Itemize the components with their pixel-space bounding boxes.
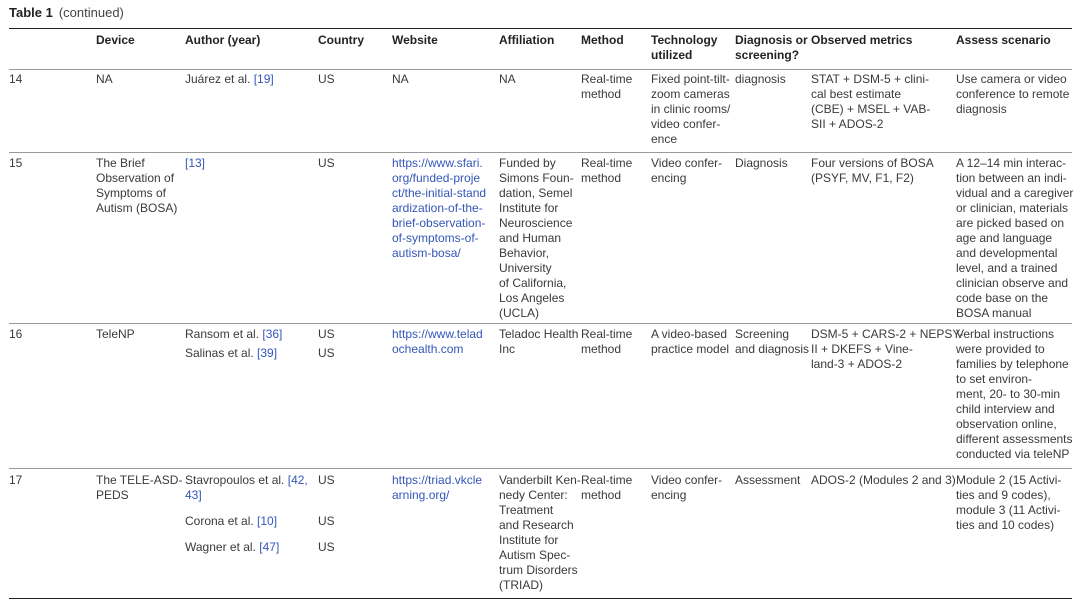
header-metrics: Observed metrics xyxy=(811,33,913,47)
country-cell: US xyxy=(318,346,335,360)
country-cell: US xyxy=(318,540,335,554)
technology-cell: Fixed point-tilt- zoom cameras in clinic rooms/ video confer- ence xyxy=(651,72,731,146)
citation-link[interactable]: [36] xyxy=(262,327,283,341)
author-name: Salinas et al. xyxy=(185,346,258,360)
row-number: 17 xyxy=(9,473,23,487)
diagnosis-cell: Screening and diagnosis xyxy=(735,327,810,356)
header-assess: Assess scenario xyxy=(956,33,1051,47)
method-cell: Real-time method xyxy=(581,72,633,101)
table-top-rule xyxy=(9,28,1072,29)
method-cell: Real-time method xyxy=(581,473,633,502)
country-cell: US xyxy=(318,72,335,86)
table-caption xyxy=(9,5,124,20)
assess-cell: Module 2 (15 Activi- ties and 9 codes), module 3 (11 Activi- ties and 10 codes) xyxy=(956,473,1062,532)
technology-cell: Video confer- encing xyxy=(651,156,723,185)
header-author: Author (year) xyxy=(185,33,261,47)
header-diagnosis: Diagnosis or screening? xyxy=(735,33,808,62)
table-label: Table 1 xyxy=(9,5,53,20)
header-affiliation: Affiliation xyxy=(499,33,555,47)
row-divider xyxy=(9,468,1072,469)
country-cell: US xyxy=(318,473,335,487)
author-cell xyxy=(185,514,277,529)
author-name: Stavropoulos et al. xyxy=(185,473,288,487)
author-name: Ransom et al. xyxy=(185,327,263,341)
diagnosis-cell: diagnosis xyxy=(735,72,786,86)
assess-cell: Verbal instructions were provided to families by telephone to set environ- ment, 20- to 30-min child interview and observation online, different assessments conducted via teleNP xyxy=(956,327,1073,461)
author-cell xyxy=(185,540,279,555)
header-divider xyxy=(9,69,1072,70)
table-bottom-rule xyxy=(9,598,1072,599)
affiliation-cell: Vanderbilt Ken- nedy Center: Treatment and Research Institute for Autism Spec- trum Disorders (TRIAD) xyxy=(499,473,581,592)
author-cell xyxy=(185,473,315,503)
affiliation-cell: Funded by Simons Foun- dation, Semel Institute for Neuroscience and Human Behavior, University of California, Los Angeles (UCLA) xyxy=(499,156,574,320)
assess-cell: Use camera or video conference to remote diagnosis xyxy=(956,72,1070,116)
method-cell: Real-time method xyxy=(581,327,633,356)
country-cell: US xyxy=(318,156,335,170)
citation-link[interactable]: [13] xyxy=(185,156,206,170)
assess-cell: A 12–14 min interac- tion between an indi- vidual and a caregiver or clinician, materials are picked based on age and language and developmental level, and a trained clinician observe and code base on the BOSA manual xyxy=(956,156,1074,320)
technology-cell: A video-based practice model xyxy=(651,327,730,356)
author-cell xyxy=(185,72,274,87)
device-cell: TeleNP xyxy=(96,327,135,341)
citation-link[interactable]: [39] xyxy=(257,346,278,360)
metrics-cell: Four versions of BOSA (PSYF, MV, F1, F2) xyxy=(811,156,934,185)
author-name: Wagner et al. xyxy=(185,540,260,554)
metrics-cell: DSM-5 + CARS-2 + NEPSY- II + DKEFS + Vine- land-3 + ADOS-2 xyxy=(811,327,964,371)
citation-link[interactable]: [10] xyxy=(257,514,278,528)
header-method: Method xyxy=(581,33,624,47)
table-continued-note: (continued) xyxy=(58,5,124,20)
affiliation-cell: Teladoc Health Inc xyxy=(499,327,579,356)
country-cell: US xyxy=(318,514,335,528)
citation-link[interactable]: [19] xyxy=(253,72,274,86)
device-cell: The Brief Observation of Symptoms of Autism (BOSA) xyxy=(96,156,178,215)
affiliation-cell: NA xyxy=(499,72,516,86)
row-divider xyxy=(9,152,1072,153)
country-cell: US xyxy=(318,327,335,341)
citation-link[interactable]: [42, 43] xyxy=(185,473,308,502)
citation-link[interactable]: [47] xyxy=(259,540,280,554)
row-number: 16 xyxy=(9,327,23,341)
author-cell xyxy=(185,327,282,342)
website-cell: NA xyxy=(392,72,409,86)
row-number: 14 xyxy=(9,72,23,86)
author-name: Corona et al. xyxy=(185,514,258,528)
technology-cell: Video confer- encing xyxy=(651,473,723,502)
metrics-cell: ADOS-2 (Modules 2 and 3) xyxy=(811,473,956,487)
device-cell: NA xyxy=(96,72,113,86)
row-number: 15 xyxy=(9,156,23,170)
diagnosis-cell: Assessment xyxy=(735,473,801,487)
website-link[interactable]: https://www.sfari. org/funded-proje ct/the-initial-stand ardization-of-the- brief-observation- of-symptoms-of- autism-bosa/ xyxy=(392,156,487,260)
header-country: Country xyxy=(318,33,364,47)
author-cell xyxy=(185,156,205,171)
diagnosis-cell: Diagnosis xyxy=(735,156,788,170)
device-cell: The TELE-ASD- PEDS xyxy=(96,473,183,502)
row-divider xyxy=(9,323,1072,324)
author-name: Juárez et al. xyxy=(185,72,254,86)
header-website: Website xyxy=(392,33,438,47)
method-cell: Real-time method xyxy=(581,156,633,185)
website-link[interactable]: https://triad.vkcle arning.org/ xyxy=(392,473,483,502)
header-technology: Technology utilized xyxy=(651,33,718,62)
author-cell xyxy=(185,346,277,361)
website-link[interactable]: https://www.telad ochealth.com xyxy=(392,327,483,356)
header-device: Device xyxy=(96,33,135,47)
metrics-cell: STAT + DSM-5 + clini- cal best estimate (CBE) + MSEL + VAB- SII + ADOS-2 xyxy=(811,72,931,131)
